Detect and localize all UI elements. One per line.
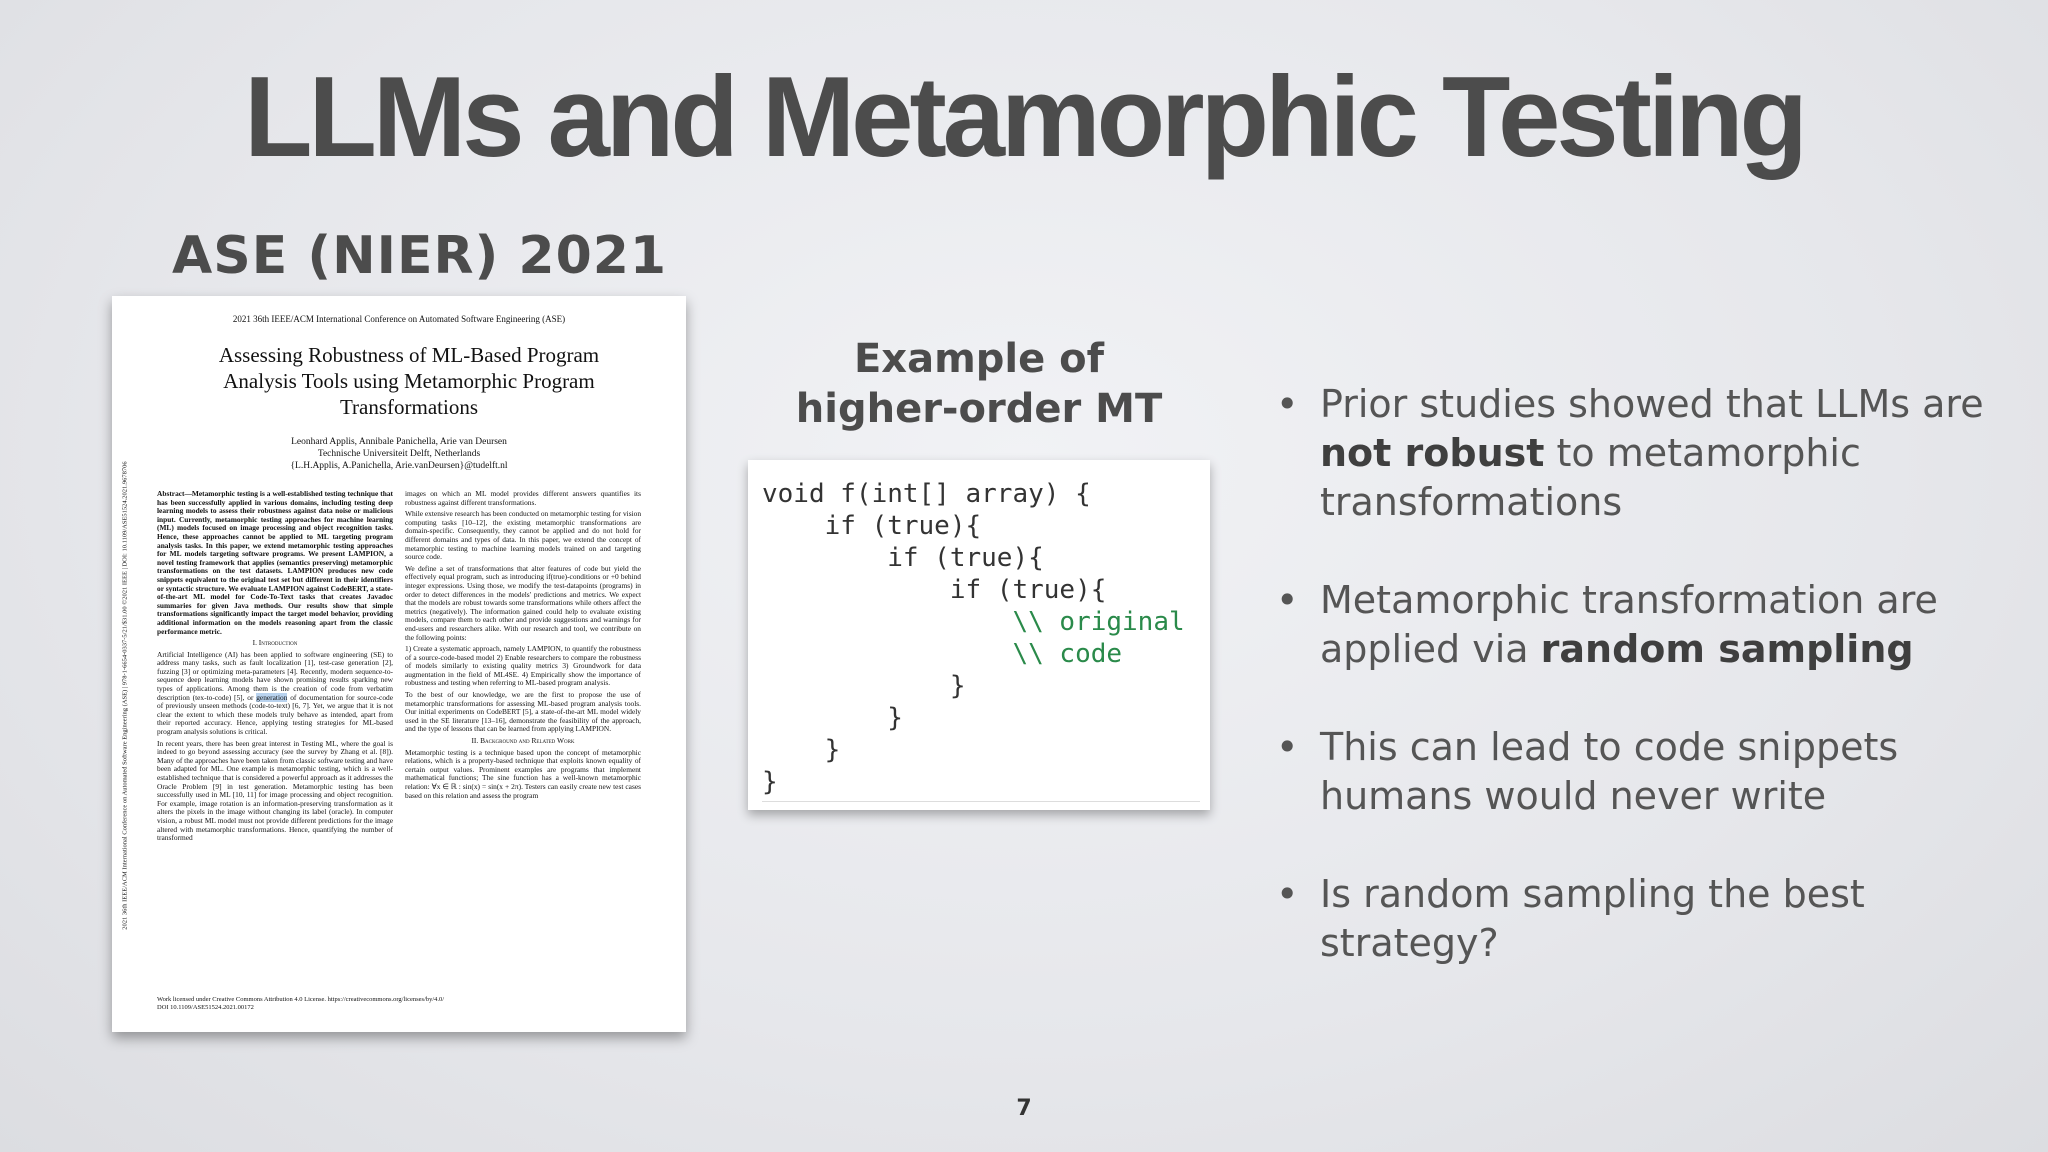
bullet-dot-icon: • (1276, 382, 1299, 426)
example-title (752, 334, 1206, 434)
example-title-line2: higher-order MT (795, 386, 1163, 432)
paper-footer-doi: DOI 10.1109/ASE51524.2021.00172 (157, 1004, 254, 1011)
paper-emails: {L.H.Applis, A.Panichella, Arie.vanDeursen}@tudelft.nl (290, 461, 508, 471)
bullet-dot-icon: • (1276, 578, 1299, 622)
example-title-line1: Example of (853, 336, 1105, 382)
paper-right-p1: images on which an ML model provides different answers quantifies its robustness against different transformations. (405, 489, 641, 507)
paper-right-list: 1) Create a systematic approach, namely LAMPION, to quantify the robustness of a source-code-based model 2) Enable researchers to compare the robustness of models similarly to existing quality metrics 3) Groundwork for data augmentation in the field of ML4SE. 4) Empirically show the importance of robustness and testing when referring to ML-based program analysis. (405, 644, 641, 688)
paper-intro-p1 (157, 651, 393, 737)
code-line: if (true){ (762, 511, 982, 541)
paper-conference: 2021 36th IEEE/ACM International Conference on Automated Software Engineering (ASE) (232, 314, 566, 324)
bullet-text-bold: random sampling (1540, 627, 1914, 671)
paper-authors-block (112, 436, 686, 472)
code-comment-line: \\ original (762, 607, 1185, 637)
paper-right-p4: To the best of our knowledge, we are the first to propose the use of metamorphic transformations for assessing ML-based program analysis tools. Our initial experiments on CodeBERT [5], a state-of-the-art ML model widely used in the SE literature [13–16], demonstrate the feasibility of the approach, and the type of lessons that can be learned from applying LAMPION. (405, 690, 641, 734)
code-line: if (true){ (762, 543, 1044, 573)
bullet-text-pre: Prior studies showed that LLMs are (1320, 382, 1984, 426)
bullet-text (1320, 576, 2020, 674)
paper-thumbnail (112, 296, 686, 1032)
slide-title: LLMs and Metamorphic Testing (244, 52, 1804, 181)
bullet-text-bold: not robust (1320, 431, 1545, 475)
bullet-text: This can lead to code snippets humans would never write (1320, 725, 1899, 818)
paper-right-column (405, 490, 641, 803)
bullet-dot-icon: • (1276, 725, 1299, 769)
paper-section-background: II. Background and Related Work (471, 736, 575, 746)
bullet-text-pre: Metamorphic transformation are applied via (1320, 578, 1938, 671)
paper-highlighted-word: generation (256, 692, 288, 702)
paper-right-p3: We define a set of transformations that alter features of code but yield the effectively equal program, such as introducing if(true)-conditions or +0 behind integer expressions. Using those, we modify the test-datapoints (programs) in order to detect differences in the models' predictions and metrics. We expect that the models are robust towards some transformations while others affect the metrics (negatively). The information gained could help to evaluate existing models, compare them to each other and provide suggestions and warnings for end-users and researchers alike. With our research and tool, we contribute on the following points: (405, 563, 641, 642)
page-number: 7 (1016, 1096, 1032, 1121)
venue-label: ASE (NIER) 2021 (172, 226, 668, 286)
code-box-divider (762, 801, 1200, 802)
paper-left-column (157, 490, 393, 846)
paper-right-p5: Metamorphic testing is a technique based upon the concept of metamorphic relations, which is a property-based technique that exploits known equality of certain output values. Prominent examples are programs that implement mathematical functions; The sine function has a well-known metamorphic relation: ∀x ∈ ℝ : sin(x) = sin(x + 2π). Testers can easily create new test cases based on this relation and assess the program (405, 747, 641, 800)
code-example-box (748, 460, 1210, 810)
paper-intro-p2: In recent years, there has been great interest in Testing ML, where the goal is indeed to go beyond assessing accuracy (see the survey by Zhang et al. [8]). Many of the approaches have been taken from classic software testing and have been adapted for ML. One example is metamorphic testing, which is a well-established technique that is considered a powerful approach as it addresses the Oracle Problem [9] in test generation. Metamorphic testing has been successfully used in ML [10, 11] for image processing and object recognition. For example, image rotation is an information-preserving transformation as it alters the pixels in the image without changing its label (oracle). In computer vision, a robust ML model must not provide different predictions for the image altered with metamorphic transformations. Hence, quantifying the number of transformed (157, 738, 393, 843)
bullet-text-post: to metamorphic transformations (1320, 431, 1861, 524)
paper-footer-license: Work licensed under Creative Commons Attribution 4.0 License. https://creativecommons.org/licenses/by/4.0/ (157, 996, 445, 1003)
code-line: } (762, 735, 841, 765)
paper-title-line3: Transformations (339, 395, 479, 419)
code-block (762, 478, 1185, 798)
code-line: if (true){ (762, 575, 1107, 605)
paper-footer (157, 996, 444, 1012)
code-line: } (762, 703, 903, 733)
paper-intro-p1-b: of documentation for source-code of previously unseen methods (code-to-text) [6, 7]. Yet, we argue that it is not clear the extent to which these models truly behave as intended, apart from their reported accuracy. Hence, applying testing strategies for ML-based program analysis solutions is critical. (157, 692, 393, 737)
paper-sidebar-text: 2021 36th IEEE/ACM International Conference on Automated Software Engineering (ASE) | 978-1-6654-0337-5/21/$31.00 ©2021 IEEE | DOI: 10.1109/ASE51524.2021.9678706 (121, 461, 129, 930)
paper-title (152, 342, 666, 420)
code-comment-line: \\ code (762, 639, 1123, 669)
code-line: } (762, 767, 778, 797)
paper-authors: Leonhard Applis, Annibale Panichella, Arie van Deursen (291, 437, 507, 447)
code-line: } (762, 671, 966, 701)
bullet-dot-icon: • (1276, 872, 1299, 916)
paper-title-line2: Analysis Tools using Metamorphic Program (223, 369, 595, 393)
paper-title-line1: Assessing Robustness of ML-Based Program (218, 343, 600, 367)
code-line: void f(int[] array) { (762, 479, 1091, 509)
paper-abstract: Abstract—Metamorphic testing is a well-established testing technique that has been successfully applied in various domains, including testing deep learning models to assess their robustness against data noise or malicious input. Currently, metamorphic testing approaches for machine learning (ML) models focused on image processing and object recognition tasks. Hence, these approaches cannot be applied to ML targeting program analysis tasks. In this paper, we extend metamorphic testing approaches for ML models targeting software programs. We present LAMPION, a novel testing framework that applies (semantics preserving) metamorphic transformations on the test datasets. LAMPION produces new code snippets equivalent to the original test set but different in their identifiers or syntactic structure. We evaluate LAMPION against CodeBERT, a state-of-the-art ML model for Code-To-Text tasks that creates Javadoc summaries for given Java methods. Our results show that simple transformations significantly impact the target model behavior, providing additional information on the models reasoning apart from the classic performance metric. (157, 489, 393, 636)
paper-section-intro: I. Introduction (252, 638, 298, 648)
paper-intro-p1-a: Artificial Intelligence (AI) has been applied to software engineering (SE) to address many tasks, such as fault localization [1], test-case generation [2], fuzzing [3] or optimizing meta-parameters [4]. Recently, modern sequence-to-sequence deep learning models have shown promising results sparking new types of applications. Among them is the creation of code from verbatim description (tex-to-code) [5], or (157, 649, 393, 702)
paper-affiliation: Technische Universiteit Delft, Netherlands (317, 449, 481, 459)
bullet-text (1320, 380, 2020, 527)
bullet-text: Is random sampling the best strategy? (1320, 872, 1865, 965)
paper-right-p2: While extensive research has been conducted on metamorphic testing for vision computing tasks [10–12], the existing metamorphic transformations are domain-specific. Consequently, they cannot be applied and do not hold for different domains and types of data. In this paper, we extend the concept of metamorphic testing to machine learning models trained on and targeting source code. (405, 509, 642, 562)
